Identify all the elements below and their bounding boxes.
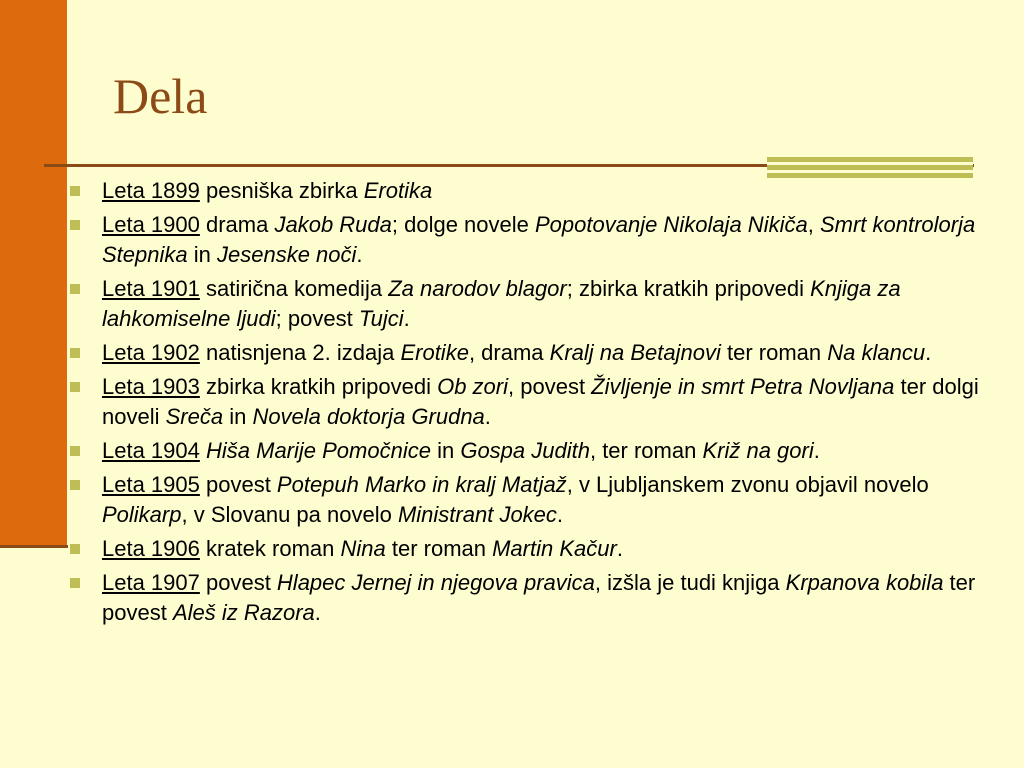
square-bullet-icon xyxy=(70,220,80,230)
description-text: , drama xyxy=(468,340,550,365)
work-title: Hlapec Jernej in njegova pravica xyxy=(276,570,595,595)
work-title: Martin Kačur xyxy=(492,536,617,561)
description-text: , ter roman xyxy=(589,438,703,463)
year-link[interactable]: Leta 1905 xyxy=(102,472,200,497)
square-bullet-icon xyxy=(70,284,80,294)
year-link[interactable]: Leta 1906 xyxy=(102,536,200,561)
work-title: Ministrant Jokec xyxy=(397,502,557,527)
list-item xyxy=(70,372,985,432)
year-link[interactable]: Leta 1907 xyxy=(102,570,200,595)
year-link[interactable]: Leta 1901 xyxy=(102,276,200,301)
year-link[interactable]: Leta 1904 xyxy=(102,438,200,463)
work-title: Hiša Marije Pomočnice xyxy=(206,438,431,463)
work-title: Aleš iz Razora xyxy=(172,600,315,625)
description-text: , xyxy=(807,212,820,237)
description-text: in xyxy=(223,404,253,429)
description-text: satirična komedija xyxy=(199,276,389,301)
year-link[interactable]: Leta 1903 xyxy=(102,374,200,399)
description-text: ter roman xyxy=(385,536,493,561)
description-text: . xyxy=(314,600,321,625)
description-text: pesniška zbirka xyxy=(199,178,364,203)
work-title: Tujci xyxy=(358,306,404,331)
work-title: Nina xyxy=(340,536,386,561)
work-title: Življenje in smrt Petra Novljana xyxy=(591,374,895,399)
slide-title: Dela xyxy=(113,68,208,124)
year-link[interactable]: Leta 1899 xyxy=(102,178,200,203)
work-title: Za narodov blagor xyxy=(388,276,567,301)
work-title: Polikarp xyxy=(102,502,182,527)
list-item xyxy=(70,274,985,334)
left-accent-line xyxy=(0,545,68,548)
list-item xyxy=(70,436,985,466)
square-bullet-icon xyxy=(70,186,80,196)
works-list xyxy=(70,176,985,632)
description-text: in xyxy=(430,438,461,463)
square-bullet-icon xyxy=(70,382,80,392)
square-bullet-icon xyxy=(70,480,80,490)
work-title: Ob zori xyxy=(437,374,509,399)
work-title: Popotovanje Nikolaja Nikiča xyxy=(535,212,808,237)
list-item xyxy=(70,568,985,628)
square-bullet-icon xyxy=(70,578,80,588)
work-title: Knjiga za lahkomiselne ljudi xyxy=(102,276,901,331)
list-item xyxy=(70,534,985,564)
work-title: Erotike xyxy=(400,340,469,365)
description-text: povest xyxy=(199,570,277,595)
description-text: , izšla je tudi knjiga xyxy=(594,570,786,595)
square-bullet-icon xyxy=(70,544,80,554)
work-title: Jesenske noči xyxy=(216,242,357,267)
description-text: . xyxy=(356,242,363,267)
square-bullet-icon xyxy=(70,446,80,456)
description-text: . xyxy=(556,502,564,527)
work-title: Smrt kontrolorja Stepnika xyxy=(102,212,976,267)
list-item xyxy=(70,176,985,206)
work-title: Sreča xyxy=(165,404,224,429)
work-title: Jakob Ruda xyxy=(274,212,392,237)
left-accent-bar xyxy=(0,0,67,545)
description-text: ; povest xyxy=(275,306,359,331)
work-title: Erotika xyxy=(363,178,433,203)
work-title: Potepuh Marko in kralj Matjaž xyxy=(276,472,567,497)
description-text: , povest xyxy=(508,374,592,399)
work-title: Krpanova kobila xyxy=(785,570,944,595)
description-text: ; dolge novele xyxy=(391,212,535,237)
description-text: , v Ljubljanskem zvonu objavil novelo xyxy=(566,472,929,497)
list-item xyxy=(70,470,985,530)
list-item xyxy=(70,210,985,270)
description-text: drama xyxy=(199,212,275,237)
description-text: kratek roman xyxy=(199,536,341,561)
description-text: . xyxy=(484,404,491,429)
description-text: natisnjena 2. izdaja xyxy=(199,340,401,365)
work-title: Križ na gori xyxy=(702,438,814,463)
work-title: Novela doktorja Grudna xyxy=(252,404,485,429)
description-text: ; zbirka kratkih pripovedi xyxy=(566,276,811,301)
description-text: povest xyxy=(199,472,277,497)
description-text: in xyxy=(187,242,217,267)
description-text: . xyxy=(403,306,410,331)
year-link[interactable]: Leta 1902 xyxy=(102,340,200,365)
work-title: Na klancu xyxy=(827,340,926,365)
description-text: zbirka kratkih pripovedi xyxy=(199,374,438,399)
description-text: . xyxy=(813,438,820,463)
work-title: Kralj na Betajnovi xyxy=(549,340,721,365)
year-link[interactable]: Leta 1900 xyxy=(102,212,200,237)
description-text: . xyxy=(925,340,932,365)
list-item xyxy=(70,338,985,368)
description-text: . xyxy=(616,536,623,561)
description-text: , v Slovanu pa novelo xyxy=(181,502,398,527)
work-title: Gospa Judith xyxy=(460,438,590,463)
description-text: ter dolgi noveli xyxy=(102,374,979,429)
square-bullet-icon xyxy=(70,348,80,358)
description-text: ter povest xyxy=(102,570,976,625)
description-text: ter roman xyxy=(720,340,828,365)
